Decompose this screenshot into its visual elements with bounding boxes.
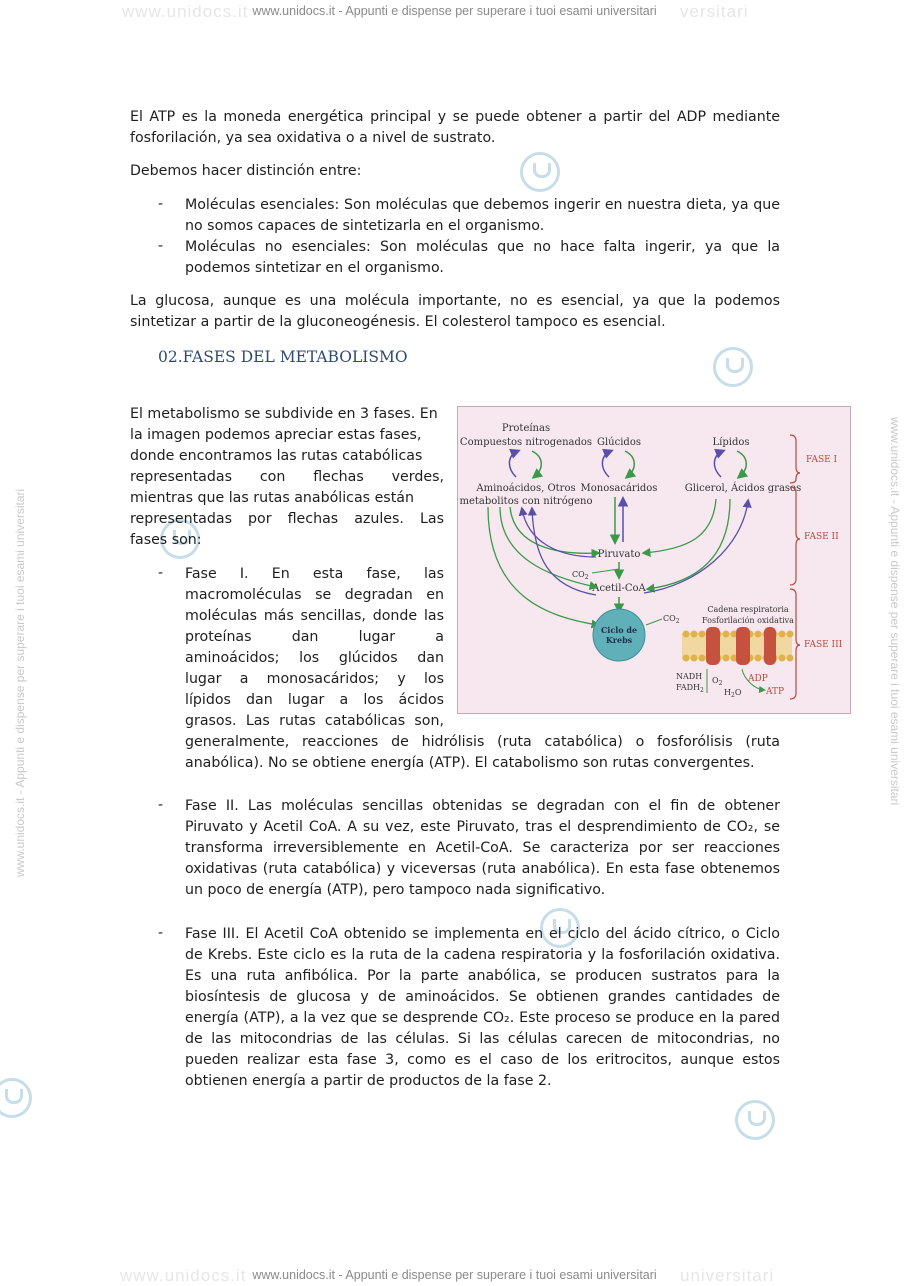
watermark-ghost-bottom: www.unidocs.it bbox=[120, 1266, 247, 1285]
subscript: 2 bbox=[675, 618, 680, 625]
fase2-paragraph: Fase II. Las moléculas sencillas obtenidas se degradan con el fin de obtener Piruvato y Acetil CoA. A su vez, este Piruvato, tras el desprendimiento de CO₂, se transforma irreversiblemente en Acetil-CoA. Se caracteriza por ser reacciones oxidativas (ruta catabólica) y viceversas (ruta anabólica). En esta fase obtenemos un poco de energía (ATP), pero tampoco nada significativo. bbox=[185, 798, 780, 898]
arrow-catabolic bbox=[532, 451, 541, 477]
label-piruvato: Piruvato bbox=[597, 549, 641, 560]
fase1-line: macromoléculas se degradan en bbox=[185, 587, 444, 603]
bullet-essential: Moléculas esenciales: Son moléculas que debemos ingerir en nuestra dieta, ya que no somos capaces de sintetizarla en el organismo. bbox=[185, 197, 780, 234]
fase1-line: Fase I. En esta fase, las bbox=[185, 566, 444, 582]
bullet-dash: - bbox=[158, 565, 164, 581]
co2-branch bbox=[646, 619, 662, 625]
lead-paragraph bbox=[130, 404, 444, 551]
watermark-side-right: www.unidocs.it - Appunti e dispense per superare i tuoi esami universitari bbox=[888, 417, 902, 806]
fase3-paragraph: Fase III. El Acetil CoA obtenido se implementa en el ciclo del ácido cítrico, o Ciclo de Krebs. Este ciclo es la ruta de la cadena respiratoria y la fosforilación oxidativa. Es una ruta anfibólica. Por la parte anabólica, se producen sustratos para la biosíntesis de glucosa y de aminoácidos. Se obtienen grandes cantidades de energía (ATP), a la vez que se desprende CO₂. Este proceso se produce en la pared de las mitocondrias de las células. Si las células carecen de mitocondrias, no pueden realizar esta fase 3, como es el caso de los eritrocitos, aunque estos obtienen energía a partir de productos de la fase 2. bbox=[185, 926, 780, 1089]
fase1-line: proteínas dan lugar a bbox=[185, 629, 444, 645]
bullet-non-essential: Moléculas no esenciales: Son moléculas que no hace falta ingerir, ya que la podemos sintetizar en el organismo. bbox=[185, 239, 780, 276]
h2o-text: H bbox=[724, 688, 731, 697]
intro-paragraph: El ATP es la moneda energética principal y se puede obtener a partir del ADP mediante fosforilación, ya sea oxidativa o a nivel de sustrato. bbox=[130, 109, 780, 146]
metabolism-diagram bbox=[458, 407, 850, 713]
bracket-fase2 bbox=[790, 487, 800, 585]
label-cadena: Cadena respiratoria bbox=[707, 605, 789, 614]
label-ciclo: Ciclo de bbox=[600, 625, 638, 635]
arrow-catabolic bbox=[488, 507, 598, 625]
co2-text: CO bbox=[663, 614, 676, 623]
label-fadh bbox=[676, 683, 704, 694]
fase1-line: anabólica). No se obtiene energía (ATP). El catabolismo son rutas convergentes. bbox=[185, 755, 755, 771]
bracket-fase1 bbox=[790, 435, 800, 483]
label-krebs: Krebs bbox=[605, 635, 633, 645]
arrow-catabolic bbox=[737, 451, 746, 477]
o2-text: O bbox=[712, 676, 719, 685]
watermark-ghost-top: www.unidocs.it bbox=[122, 2, 249, 21]
label-proteinas: Proteínas bbox=[501, 423, 551, 434]
watermark-footer: www.unidocs.it - Appunti e dispense per superare i tuoi esami universitari bbox=[252, 1268, 657, 1282]
label-glicerol: Glicerol, Ácidos grasos bbox=[684, 483, 802, 494]
label-fase1: FASE I bbox=[806, 455, 838, 465]
fadh-text: FADH bbox=[676, 683, 701, 692]
arrow-anabolic bbox=[509, 451, 518, 477]
fase1-narrow-block bbox=[185, 564, 444, 732]
label-co2 bbox=[572, 570, 589, 581]
label-aminoacidos: Aminoácidos, Otros bbox=[476, 483, 576, 494]
label-nadh: NADH bbox=[676, 672, 703, 681]
fase1-line: moléculas más sencillas, donde las bbox=[185, 608, 444, 624]
protein-complex bbox=[736, 627, 750, 665]
watermark-ghost-top-right: versitari bbox=[680, 2, 749, 21]
co2-text: CO bbox=[572, 570, 585, 579]
label-fase3: FASE III bbox=[804, 640, 843, 650]
lead-line: representadas por flechas azules. Las bbox=[130, 511, 444, 527]
watermark-side-left: www.unidocs.it - Appunti e dispense per superare i tuoi esami universitari bbox=[13, 488, 27, 877]
fase1-line: lípidos dan lugar a los ácidos bbox=[185, 692, 444, 708]
section-heading: 02.FASES DEL METABOLISMO bbox=[158, 348, 408, 366]
arrow-anabolic bbox=[644, 501, 748, 593]
arrow-anabolic bbox=[714, 451, 723, 477]
label-h2o bbox=[724, 688, 742, 699]
fase1-line: generalmente, reacciones de hidrólisis (ruta catabólica) o fosforólisis (ruta bbox=[185, 734, 780, 750]
lead-line: representadas con flechas verdes, bbox=[130, 469, 444, 485]
arrow-anabolic bbox=[522, 509, 596, 557]
lead-line: fases son: bbox=[130, 532, 202, 548]
label-o2 bbox=[712, 676, 723, 687]
arrow-catabolic bbox=[644, 499, 716, 553]
label-metabolitos: metabolitos con nitrógeno bbox=[459, 496, 593, 507]
h2o-tail: O bbox=[734, 688, 742, 697]
watermark-logo bbox=[735, 1100, 775, 1140]
subscript: 2 bbox=[700, 687, 704, 694]
fase1-line: aminoácidos; los glúcidos dan bbox=[185, 650, 444, 666]
lead-line: donde encontramos las rutas catabólicas bbox=[130, 448, 423, 464]
lead-line: la imagen podemos apreciar estas fases, bbox=[130, 427, 422, 443]
fase1-line: grasos. Las rutas catabólicas son, bbox=[185, 713, 444, 729]
bullet-dash: - bbox=[158, 925, 164, 941]
label-fase2: FASE II bbox=[804, 532, 839, 542]
bullet-dash: - bbox=[158, 196, 164, 212]
watermark-ghost-bottom-right: universitari bbox=[680, 1266, 775, 1285]
bullet-dash: - bbox=[158, 238, 164, 254]
label-lipidos: Lípidos bbox=[712, 437, 750, 448]
co2-branch bbox=[592, 569, 619, 573]
fase1-wide-block bbox=[185, 732, 780, 774]
bullet-dash: - bbox=[158, 797, 164, 813]
lead-line: mientras que las rutas anabólicas están bbox=[130, 490, 414, 506]
subscript: 2 bbox=[730, 692, 735, 699]
fase1-line: lugar a monosacáridos; y los bbox=[185, 671, 444, 687]
arrow-anabolic bbox=[602, 451, 611, 477]
protein-complex bbox=[764, 627, 776, 665]
label-fosforilacion: Fosforilación oxidativa bbox=[702, 616, 794, 625]
label-acetil-coa: Acetil-CoA bbox=[592, 583, 646, 594]
subscript: 2 bbox=[584, 574, 589, 581]
label-adp: ADP bbox=[748, 674, 768, 684]
metabolism-figure bbox=[457, 406, 851, 714]
watermark-logo bbox=[713, 347, 753, 387]
label-atp: ATP bbox=[766, 687, 785, 697]
glucose-paragraph: La glucosa, aunque es una molécula importante, no es esencial, ya que la podemos sintetizar a partir de la gluconeogénesis. El colesterol tampoco es esencial. bbox=[130, 293, 780, 330]
arrow-catabolic bbox=[625, 451, 634, 477]
subscript: 2 bbox=[718, 680, 723, 687]
intro-distinction: Debemos hacer distinción entre: bbox=[130, 163, 362, 179]
lead-line: El metabolismo se subdivide en 3 fases. En bbox=[130, 406, 438, 422]
watermark-logo bbox=[0, 1078, 32, 1118]
label-monosacaridos: Monosacáridos bbox=[580, 483, 658, 494]
protein-complex bbox=[706, 627, 720, 665]
label-compuestos: Compuestos nitrogenados bbox=[459, 437, 593, 448]
watermark-header: www.unidocs.it - Appunti e dispense per superare i tuoi esami universitari bbox=[252, 4, 657, 18]
label-co2-krebs bbox=[663, 614, 680, 625]
arrow-catabolic bbox=[648, 499, 730, 589]
label-glucidos: Glúcidos bbox=[597, 437, 641, 448]
